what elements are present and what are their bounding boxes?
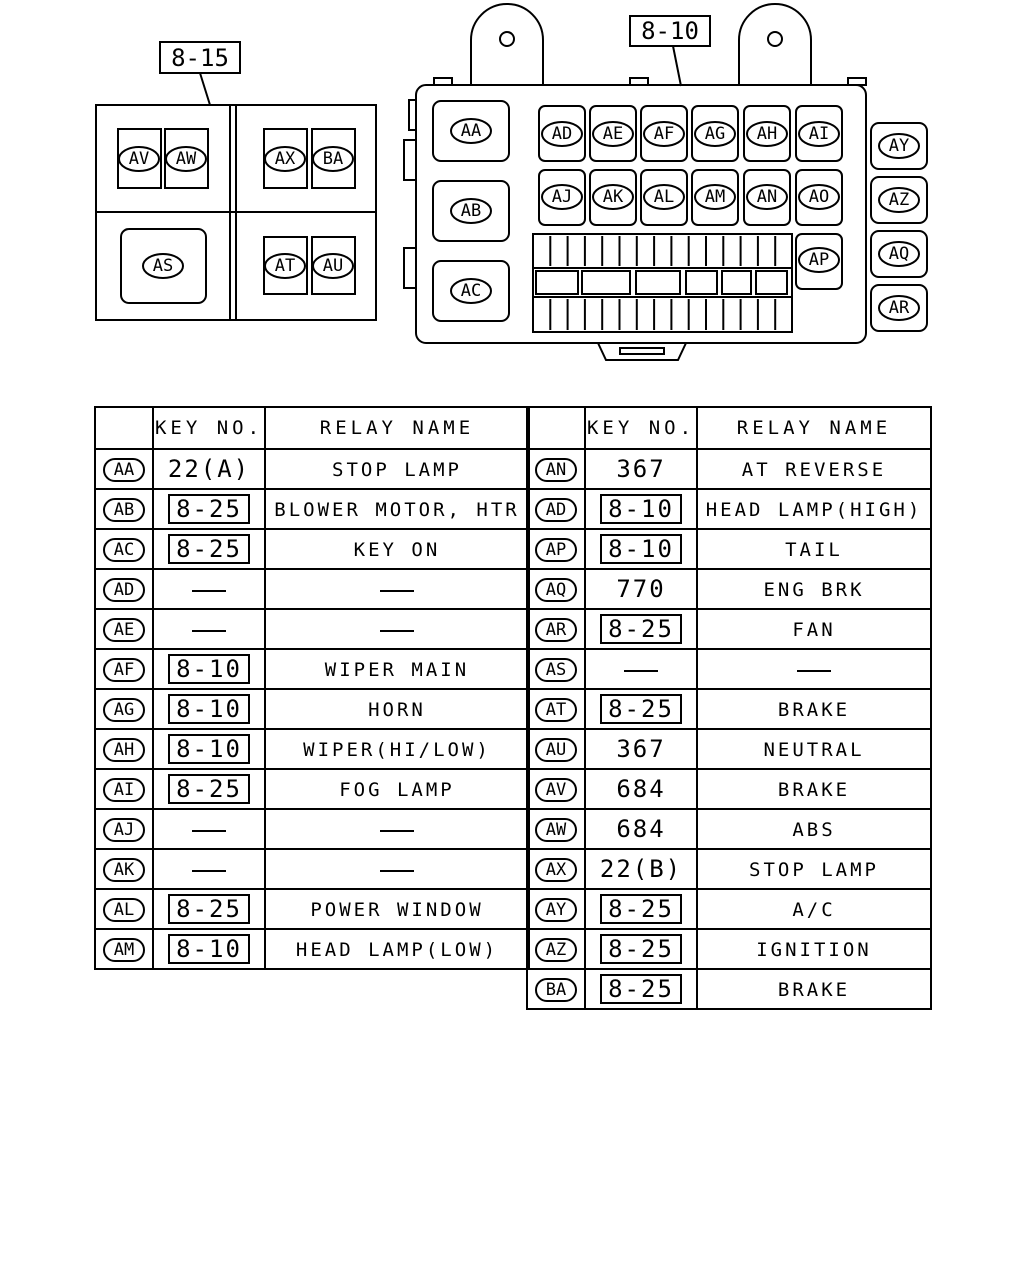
- relay-id-cell: [95, 889, 153, 929]
- key-no-reference-box: 8-25: [600, 894, 682, 924]
- relay-id-label: AZ: [888, 190, 910, 210]
- table-row: [527, 529, 931, 569]
- relay-id-label: AW: [535, 818, 577, 842]
- empty-dash: [380, 830, 414, 832]
- table-row: [95, 729, 529, 769]
- relay-id-label: AM: [704, 187, 726, 207]
- relay-id-label: BA: [535, 978, 577, 1002]
- relay-name-cell: [697, 449, 931, 489]
- relay-id-cell: [527, 929, 585, 969]
- key-no-cell: [585, 609, 697, 649]
- relay-id-label: AU: [535, 738, 577, 762]
- relay-id-label: AY: [535, 898, 577, 922]
- relay-name: BRAKE: [777, 699, 851, 721]
- key-no-reference-box: 8-10: [168, 654, 250, 684]
- key-no-reference-box: 8-25: [168, 534, 250, 564]
- relay-id-cell: [527, 609, 585, 649]
- relay-id-cell: [95, 929, 153, 969]
- key-no-cell: [153, 689, 265, 729]
- bottom-connector: [598, 343, 686, 360]
- key-no-cell: [585, 929, 697, 969]
- relay-id-cell: [95, 849, 153, 889]
- relay-id-label: AT: [274, 256, 296, 276]
- table-row: [95, 809, 529, 849]
- relay-id-cell: [527, 489, 585, 529]
- relay-id-label: AS: [152, 256, 174, 276]
- relay-id-label: AE: [602, 124, 624, 144]
- empty-dash: [192, 590, 226, 592]
- relay-table-right: [526, 406, 932, 1010]
- mounting-hole: [500, 32, 514, 46]
- key-no-cell: [153, 769, 265, 809]
- mounting-ear: [471, 4, 543, 85]
- side-tab: [409, 100, 416, 130]
- relay-id-cell: [527, 569, 585, 609]
- table-row: [527, 569, 931, 609]
- relay-name: TAIL: [785, 539, 843, 561]
- key-no-cell: [153, 489, 265, 529]
- empty-dash: [192, 830, 226, 832]
- table-row: [95, 689, 529, 729]
- relay-name-cell: [697, 529, 931, 569]
- empty-dash: [380, 590, 414, 592]
- relay-id-cell: [95, 649, 153, 689]
- relay-name-cell: [265, 769, 529, 809]
- relay-id-cell: [95, 609, 153, 649]
- relay-name: AT REVERSE: [741, 459, 887, 481]
- relay-id-cell: [95, 729, 153, 769]
- relay-id-cell: [527, 649, 585, 689]
- relay-name-cell: [265, 689, 529, 729]
- relay-name: WIPER(HI/LOW): [303, 739, 491, 761]
- relay-id-label: AV: [535, 778, 577, 802]
- relay-id-cell: [95, 569, 153, 609]
- key-no-cell: [585, 689, 697, 729]
- relay-id-label: AM: [103, 938, 145, 962]
- relay-id-label: AA: [103, 458, 145, 482]
- callout-text-8-10: 8-10: [641, 17, 699, 45]
- table-row: [527, 649, 931, 689]
- relay-name-cell: [697, 809, 931, 849]
- key-no-reference-box: 8-25: [168, 774, 250, 804]
- relay-name: BRAKE: [777, 779, 851, 801]
- relay-id-label: AJ: [551, 187, 573, 207]
- relay-id-label: AL: [103, 898, 145, 922]
- table-row: [95, 769, 529, 809]
- callout-text-8-15: 8-15: [171, 44, 229, 72]
- relay-name: STOP LAMP: [749, 859, 879, 881]
- relay-name-cell: [265, 649, 529, 689]
- relay-id-label: AF: [653, 124, 675, 144]
- key-no-cell: [585, 769, 697, 809]
- relay-name: POWER WINDOW: [310, 899, 484, 921]
- table-header-row: [95, 407, 529, 449]
- table-row: [95, 569, 529, 609]
- key-no-value: 367: [616, 735, 666, 763]
- relay-name: A/C: [792, 899, 836, 921]
- relay-name: FAN: [792, 619, 836, 641]
- relay-id-cell: [527, 729, 585, 769]
- table-row: [527, 449, 931, 489]
- table-row: [527, 929, 931, 969]
- mounting-hole: [768, 32, 782, 46]
- edge-tab: [848, 78, 866, 85]
- mounting-ear: [739, 4, 811, 85]
- table-row: [95, 489, 529, 529]
- key-no-reference-box: 8-25: [168, 894, 250, 924]
- fuse-slot-large: [722, 271, 751, 294]
- key-no-cell: [585, 889, 697, 929]
- relay-id-label: AD: [535, 498, 577, 522]
- relay-table-left: [94, 406, 530, 970]
- relay-id-label: AW: [175, 149, 197, 169]
- relay-id-label: AB: [103, 498, 145, 522]
- relay-name: ENG BRK: [763, 579, 865, 601]
- relay-name-cell: [697, 969, 931, 1009]
- edge-tab: [630, 78, 648, 85]
- table-row: [95, 609, 529, 649]
- table-row: [95, 849, 529, 889]
- relay-id-label: AO: [808, 187, 830, 207]
- key-no-cell: [585, 809, 697, 849]
- relay-name-cell: [265, 569, 529, 609]
- key-no-cell: [153, 449, 265, 489]
- empty-dash: [192, 630, 226, 632]
- relay-name-cell: [265, 929, 529, 969]
- relay-name: FOG LAMP: [339, 779, 455, 801]
- relay-id-cell: [95, 809, 153, 849]
- fuse-box-diagram: [0, 0, 1024, 400]
- key-no-reference-box: 8-10: [168, 734, 250, 764]
- relay-name-cell: [265, 529, 529, 569]
- key-no-reference-box: 8-10: [168, 934, 250, 964]
- relay-id-cell: [95, 489, 153, 529]
- relay-name-cell: [697, 649, 931, 689]
- relay-id-label: AB: [460, 201, 482, 221]
- relay-name: BRAKE: [777, 979, 851, 1001]
- relay-name-cell: [697, 929, 931, 969]
- relay-name-cell: [697, 769, 931, 809]
- key-no-cell: [153, 889, 265, 929]
- key-no-cell: [153, 849, 265, 889]
- table-row: [95, 929, 529, 969]
- relay-id-cell: [527, 769, 585, 809]
- relay-id-label: AG: [103, 698, 145, 722]
- table-row: [95, 889, 529, 929]
- bottom-connector-slot: [620, 348, 664, 354]
- side-tab: [404, 140, 416, 180]
- relay-name-cell: [697, 569, 931, 609]
- table-row: [527, 769, 931, 809]
- relay-id-label: AC: [460, 281, 482, 301]
- relay-id-label: AC: [103, 538, 145, 562]
- key-no-cell: [585, 489, 697, 529]
- relay-name: WIPER MAIN: [324, 659, 470, 681]
- key-no-reference-box: 8-25: [600, 694, 682, 724]
- key-no-cell: [153, 609, 265, 649]
- key-no-cell: [585, 729, 697, 769]
- callout-leader-8-10: [673, 46, 681, 86]
- relay-name: STOP LAMP: [332, 459, 462, 481]
- relay-name-cell: [697, 729, 931, 769]
- relay-id-cell: [95, 689, 153, 729]
- table-row: [527, 849, 931, 889]
- key-no-cell: [585, 969, 697, 1009]
- header-relay-name: RELAY NAME: [265, 407, 529, 449]
- key-no-reference-box: 8-10: [168, 694, 250, 724]
- relay-name: BLOWER MOTOR, HTR: [274, 499, 520, 521]
- key-no-reference-box: 8-10: [600, 494, 682, 524]
- empty-dash: [380, 630, 414, 632]
- relay-id-label: AA: [460, 121, 482, 141]
- relay-id-cell: [527, 689, 585, 729]
- fuse-slot-large: [536, 271, 578, 294]
- relay-id-label: AQ: [535, 578, 577, 602]
- relay-id-label: AN: [756, 187, 778, 207]
- relay-name-cell: [265, 809, 529, 849]
- relay-name-cell: [265, 609, 529, 649]
- relay-id-cell: [527, 529, 585, 569]
- edge-tab: [434, 78, 452, 85]
- key-no-cell: [585, 449, 697, 489]
- relay-name: NEUTRAL: [763, 739, 865, 761]
- relay-name: KEY ON: [353, 539, 441, 561]
- relay-id-label: AE: [103, 618, 145, 642]
- empty-dash: [624, 670, 658, 672]
- relay-id-label: AU: [322, 256, 344, 276]
- key-no-cell: [153, 529, 265, 569]
- key-no-reference-box: 8-25: [600, 934, 682, 964]
- table-row: [527, 969, 931, 1009]
- relay-name-cell: [265, 449, 529, 489]
- relay-id-label: AP: [535, 538, 577, 562]
- relay-id-cell: [95, 529, 153, 569]
- relay-id-cell: [527, 969, 585, 1009]
- relay-id-label: AF: [103, 658, 145, 682]
- table-row: [527, 489, 931, 529]
- relay-id-label: AX: [274, 149, 296, 169]
- relay-id-label: AH: [756, 124, 778, 144]
- relay-name-cell: [697, 689, 931, 729]
- relay-id-label: AD: [103, 578, 145, 602]
- relay-name-cell: [265, 849, 529, 889]
- key-no-cell: [153, 729, 265, 769]
- relay-name-cell: [265, 889, 529, 929]
- relay-id-cell: [527, 449, 585, 489]
- table-row: [527, 609, 931, 649]
- table-row: [95, 649, 529, 689]
- key-no-cell: [153, 929, 265, 969]
- relay-name: IGNITION: [756, 939, 872, 961]
- relay-id-label: AR: [535, 618, 577, 642]
- key-no-reference-box: 8-25: [600, 974, 682, 1004]
- fuse-slot-large: [582, 271, 630, 294]
- key-no-value: 367: [616, 455, 666, 483]
- key-no-reference-box: 8-25: [168, 494, 250, 524]
- relay-id-label: AK: [602, 187, 624, 207]
- relay-name-cell: [697, 889, 931, 929]
- fuse-area: [533, 234, 792, 332]
- relay-id-label: AH: [103, 738, 145, 762]
- relay-name: HORN: [368, 699, 426, 721]
- key-no-value: 22(B): [599, 855, 683, 883]
- key-no-cell: [585, 529, 697, 569]
- empty-dash: [192, 870, 226, 872]
- fuse-slot-large: [686, 271, 717, 294]
- relay-id-label: AK: [103, 858, 145, 882]
- key-no-value: 684: [616, 775, 666, 803]
- table-header-row: [527, 407, 931, 449]
- relay-name-cell: [697, 849, 931, 889]
- relay-id-label: AI: [808, 124, 830, 144]
- relay-id-label: AG: [704, 124, 726, 144]
- key-no-cell: [153, 649, 265, 689]
- empty-dash: [380, 870, 414, 872]
- relay-id-label: AN: [535, 458, 577, 482]
- table-row: [527, 689, 931, 729]
- relay-name: ABS: [792, 819, 836, 841]
- relay-id-label: AT: [535, 698, 577, 722]
- relay-id-cell: [527, 809, 585, 849]
- relay-id-label: AY: [888, 136, 910, 156]
- relay-name-cell: [265, 729, 529, 769]
- fuse-slot-large: [636, 271, 680, 294]
- relay-name-cell: [697, 489, 931, 529]
- header-key-no: KEY NO.: [585, 407, 697, 449]
- relay-id-label: AJ: [103, 818, 145, 842]
- table-row: [95, 449, 529, 489]
- key-no-cell: [153, 809, 265, 849]
- relay-id-label: AI: [103, 778, 145, 802]
- relay-id-label: AQ: [888, 244, 910, 264]
- key-no-value: 22(A): [167, 455, 251, 483]
- header-blank: [95, 407, 153, 449]
- relay-id-cell: [527, 889, 585, 929]
- relay-id-label: AS: [535, 658, 577, 682]
- relay-id-label: BA: [322, 149, 344, 169]
- key-no-value: 684: [616, 815, 666, 843]
- relay-id-label: AZ: [535, 938, 577, 962]
- relay-id-label: AD: [551, 124, 573, 144]
- relay-id-label: AL: [653, 187, 675, 207]
- relay-id-label: AV: [128, 149, 150, 169]
- relay-id-label: AP: [808, 250, 830, 270]
- relay-id-label: AR: [888, 298, 910, 318]
- relay-id-cell: [95, 769, 153, 809]
- key-no-cell: [585, 849, 697, 889]
- header-key-no: KEY NO.: [153, 407, 265, 449]
- key-no-value: 770: [616, 575, 666, 603]
- relay-id-cell: [95, 449, 153, 489]
- relay-name-cell: [265, 489, 529, 529]
- key-no-cell: [585, 569, 697, 609]
- key-no-cell: [153, 569, 265, 609]
- empty-dash: [797, 670, 831, 672]
- table-row: [527, 809, 931, 849]
- relay-name: HEAD LAMP(HIGH): [705, 499, 923, 521]
- relay-id-label: AX: [535, 858, 577, 882]
- relay-name-cell: [697, 609, 931, 649]
- key-no-reference-box: 8-25: [600, 614, 682, 644]
- header-relay-name: RELAY NAME: [697, 407, 931, 449]
- key-no-cell: [585, 649, 697, 689]
- key-no-reference-box: 8-10: [600, 534, 682, 564]
- fuse-slot-large: [756, 271, 787, 294]
- table-row: [527, 729, 931, 769]
- header-blank: [527, 407, 585, 449]
- table-row: [527, 889, 931, 929]
- relay-id-cell: [527, 849, 585, 889]
- side-tab: [404, 248, 416, 288]
- table-row: [95, 529, 529, 569]
- callout-leader-8-15: [200, 73, 210, 105]
- relay-name: HEAD LAMP(LOW): [295, 939, 499, 961]
